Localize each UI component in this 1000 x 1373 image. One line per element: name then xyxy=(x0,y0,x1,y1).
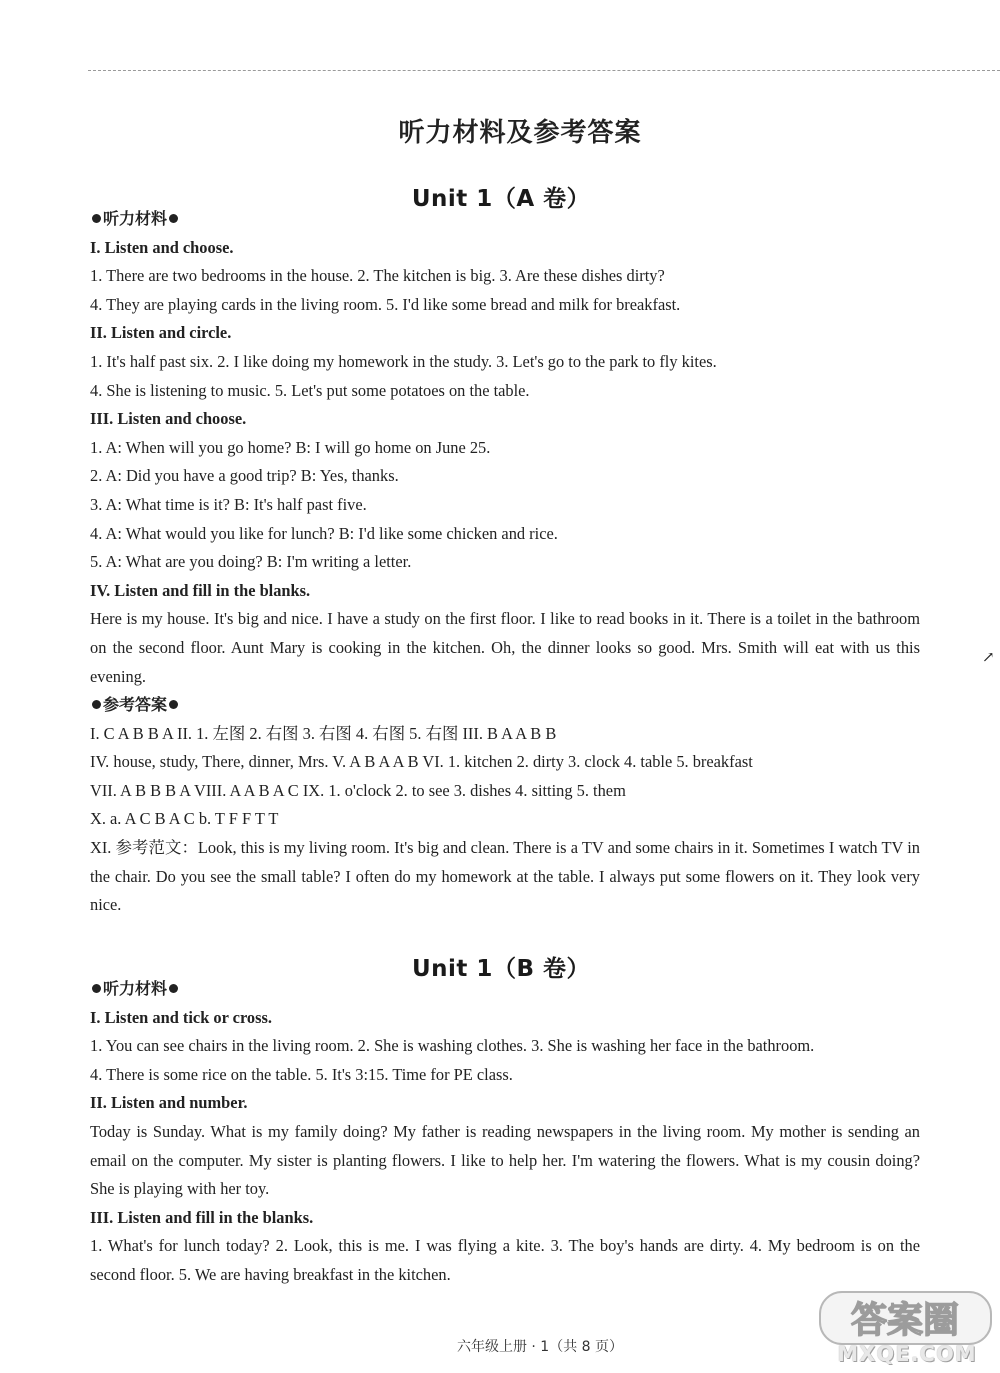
text-line: 1. There are two bedrooms in the house. 2. The kitchen is big. 3. Are these dishes dirty? xyxy=(90,266,665,286)
page-footer: 六年级上册 · 1（共 8 页） xyxy=(456,1339,624,1355)
answer-line: I. C A B B A II. 1. 左图 2. 右图 3. 右图 4. 右图 5. 右图 III. B A A B B xyxy=(90,723,557,743)
unit-b-listening xyxy=(90,975,920,1290)
page-title: 听力材料及参考答案 xyxy=(398,118,642,148)
listening-marker: 听力材料 xyxy=(90,975,920,1004)
answers-marker: 参考答案 xyxy=(90,691,920,720)
bullet-icon xyxy=(169,700,178,709)
section-heading: II. Listen and circle. xyxy=(90,323,232,343)
watermark-domain: MXQE.COM xyxy=(837,1342,977,1366)
section-heading: III. Listen and fill in the blanks. xyxy=(90,1207,314,1227)
bullet-icon xyxy=(92,700,101,709)
section-heading: III. Listen and choose. xyxy=(90,409,247,429)
text-line: 4. They are playing cards in the living room. 5. I'd like some bread and milk for breakfast. xyxy=(90,294,681,314)
paragraph: Here is my house. It's big and nice. I have a study on the first floor. I like to read books in it. There is a toilet in the bathroom on the second floor. Aunt Mary is cooking in the kitchen. Oh, the dinner looks so good. Mrs. Smith will eat with us this evening. xyxy=(90,609,920,686)
paragraph: 1. What's for lunch today? 2. Look, this is me. I was flying a kite. 3. The boy's hands are dirty. 4. My bedroom is on the second floor. 5. We are having breakfast in the kitchen. xyxy=(90,1236,920,1284)
watermark-chars: 答案圈 xyxy=(850,1300,960,1341)
section-heading: IV. Listen and fill in the blanks. xyxy=(90,580,311,600)
listening-marker: 听力材料 xyxy=(90,205,920,234)
unit-a-title: Unit 1（A 卷） xyxy=(411,186,591,212)
text-line: 5. A: What are you doing? B: I'm writing a letter. xyxy=(90,552,412,572)
section-heading: I. Listen and tick or cross. xyxy=(90,1007,272,1027)
text-line: 4. She is listening to music. 5. Let's put some potatoes on the table. xyxy=(90,380,530,400)
model-essay: XI. 参考范文：Look, this is my living room. It's big and clean. There is a TV and some chairs in it. Sometimes I watch TV in the chair. Do you see the small table? I often do my homework at the table. I always put some flowers on it. They look very nice. xyxy=(90,838,920,915)
margin-mark: ↗ xyxy=(982,650,995,666)
bullet-icon xyxy=(92,984,101,993)
text-line: 4. A: What would you like for lunch? B: I'd like some chicken and rice. xyxy=(90,523,558,543)
answer-line: IV. house, study, There, dinner, Mrs. V. A B A A B VI. 1. kitchen 2. dirty 3. clock 4. table 5. breakfast xyxy=(90,752,753,772)
text-line: 2. A: Did you have a good trip? B: Yes, thanks. xyxy=(90,466,399,486)
section-heading: I. Listen and choose. xyxy=(90,237,234,257)
bullet-icon xyxy=(92,214,101,223)
unit-a-listening xyxy=(90,205,920,920)
text-line: 1. It's half past six. 2. I like doing my homework in the study. 3. Let's go to the park to fly kites. xyxy=(90,351,717,371)
text-line: 1. You can see chairs in the living room. 2. She is washing clothes. 3. She is washing her face in the bathroom. xyxy=(90,1036,815,1056)
bullet-icon xyxy=(169,984,178,993)
text-line: 3. A: What time is it? B: It's half past five. xyxy=(90,494,367,514)
answer-line: VII. A B B B A VIII. A A B A C IX. 1. o'clock 2. to see 3. dishes 4. sitting 5. them xyxy=(90,780,626,800)
unit-b-title: Unit 1（B 卷） xyxy=(412,956,590,982)
answer-line: X. a. A C B A C b. T F F T T xyxy=(90,809,279,829)
text-line: 1. A: When will you go home? B: I will go home on June 25. xyxy=(90,437,491,457)
section-heading: II. Listen and number. xyxy=(90,1093,248,1113)
header-rule xyxy=(88,70,1000,71)
text-line: 4. There is some rice on the table. 5. It's 3:15. Time for PE class. xyxy=(90,1064,513,1084)
paragraph: Today is Sunday. What is my family doing? My father is reading newspapers in the living room. My mother is sending an email on the computer. My sister is planting flowers. I like to help her. I'm watering the flowers. What is my cousin doing? She is playing with her toy. xyxy=(90,1121,920,1199)
bullet-icon xyxy=(169,214,178,223)
